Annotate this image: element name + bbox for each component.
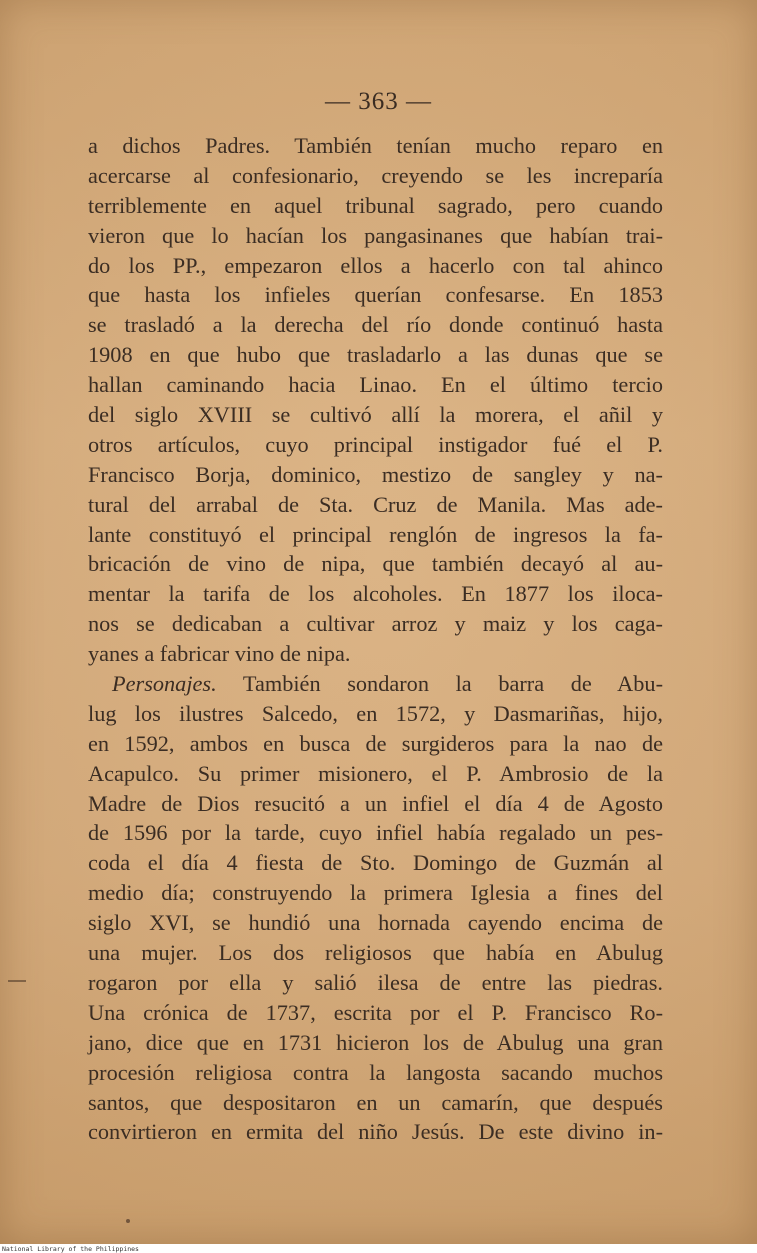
text-line: yanes a fabricar vino de nipa.: [88, 641, 351, 667]
text-line: 1908 en que hubo que trasladarlo a las dunas que se: [88, 342, 663, 368]
text-line: a dichos Padres. También tenían mucho reparo en: [88, 133, 663, 158]
text-line: medio día; construyendo la primera Iglesia a fines del: [88, 880, 663, 906]
text-line: nos se dedicaban a cultivar arroz y maiz y los caga-: [88, 611, 663, 637]
text-line: hallan caminando hacia Linao. En el último tercio: [88, 372, 663, 398]
text-line: do los PP., empezaron ellos a hacerlo con tal ahinco: [88, 252, 663, 278]
section-lead: Personajes.: [112, 671, 217, 697]
text-line: acercarse al confesionario, creyendo se les increparía: [88, 162, 663, 188]
paragraph-2: [88, 669, 663, 1147]
text-line: Madre de Dios resucitó a un infiel el día 4 de Agosto: [88, 790, 663, 816]
text-line: rogaron por ella y salió ilesa de entre las piedras.: [88, 969, 663, 995]
paragraph-2-first-line: [88, 669, 663, 699]
text-line: en 1592, ambos en busca de surgideros para la nao de: [88, 730, 663, 756]
text-line: bricación de vino de nipa, que también decayó al au-: [88, 551, 663, 577]
margin-mark: [8, 980, 26, 982]
text-line: se trasladó a la derecha del río donde continuó hasta: [88, 312, 663, 338]
text-line: lug los ilustres Salcedo, en 1572, y Dasmariñas, hijo,: [88, 700, 663, 726]
paper-speck: [126, 1219, 130, 1223]
text-line: una mujer. Los dos religiosos que había en Abulug: [88, 940, 663, 966]
paragraph-1: [88, 131, 663, 669]
text-line: Una crónica de 1737, escrita por el P. Francisco Ro-: [88, 999, 663, 1025]
page-number: — 363 —: [325, 88, 432, 115]
text-line: otros artículos, cuyo principal instigador fué el P.: [88, 431, 663, 457]
text-line: mentar la tarifa de los alcoholes. En 1877 los iloca-: [88, 581, 663, 607]
text-line: coda el día 4 fiesta de Sto. Domingo de Guzmán al: [88, 850, 663, 876]
text-line: siglo XVI, se hundió una hornada cayendo encima de: [88, 910, 663, 936]
text-line: convirtieron en ermita del niño Jesús. De este divino in-: [88, 1119, 663, 1145]
text-line: vieron que lo hacían los pangasinanes que habían trai-: [88, 222, 663, 248]
text-line: procesión religiosa contra la langosta sacando muchos: [88, 1059, 663, 1085]
text-line: Francisco Borja, dominico, mestizo de sangley y na-: [88, 461, 663, 487]
text-line: Acapulco. Su primer misionero, el P. Ambrosio de la: [88, 760, 663, 786]
text-line: lante constituyó el principal renglón de ingresos la fa-: [88, 521, 663, 547]
text-line: terriblemente en aquel tribunal sagrado, pero cuando: [88, 192, 663, 218]
text-line: de 1596 por la tarde, cuyo infiel había regalado un pes-: [88, 820, 663, 846]
body-text: [88, 131, 663, 1147]
text-line: que hasta los infieles querían confesarse. En 1853: [88, 282, 663, 308]
text-fragment: También sondaron la barra de Abu-: [242, 671, 664, 697]
text-line: jano, dice que en 1731 hicieron los de Abulug una gran: [88, 1029, 663, 1055]
footer-credit: National Library of the Philippines: [0, 1245, 757, 1253]
text-line: tural del arrabal de Sta. Cruz de Manila. Mas ade-: [88, 491, 663, 517]
text-line: santos, que despositaron en un camarín, que después: [88, 1089, 663, 1115]
text-line: del siglo XVIII se cultivó allí la morera, el añil y: [88, 402, 663, 428]
